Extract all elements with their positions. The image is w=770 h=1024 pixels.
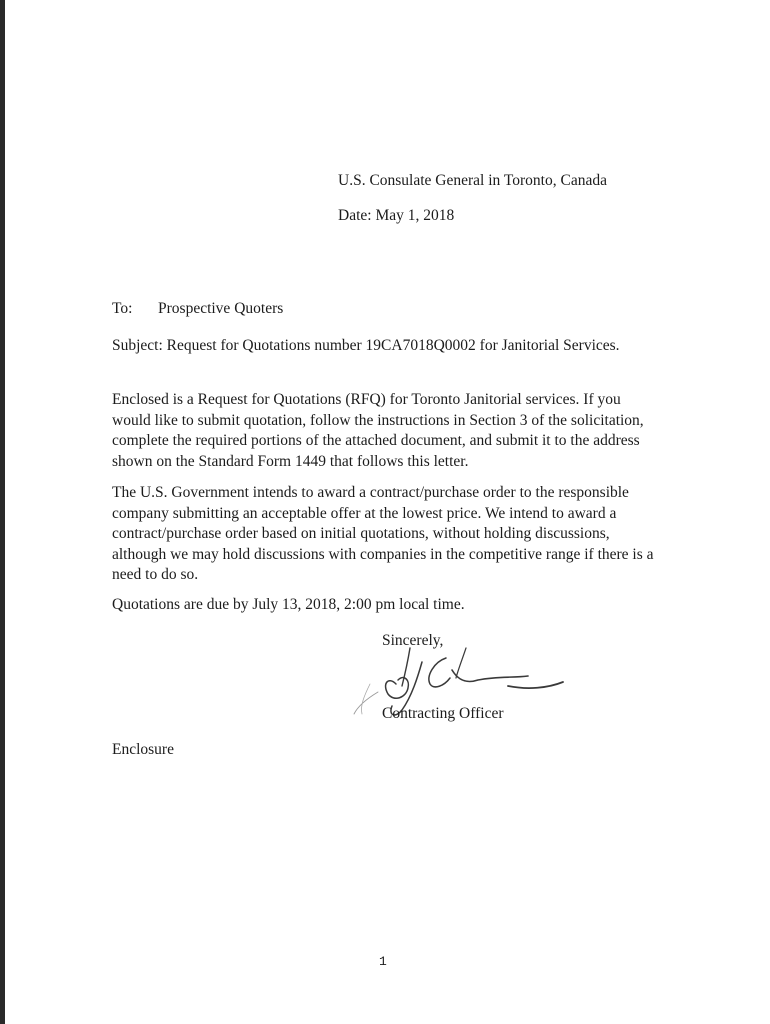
body-paragraph: The U.S. Government intends to award a contract/purchase order to the responsible company submitting an acceptable offer at the lowest price. We intend to award a contract/purchase order based on initial quotations, without holding discussions, although we may hold discussions with companies in the competitive range if there is a need to do so.: [112, 484, 654, 583]
scan-edge: [0, 0, 5, 1024]
recipient-value: Prospective Quoters: [158, 300, 284, 317]
subject-line: Subject: Request for Quotations number 19CA7018Q0002 for Janitorial Services.: [112, 337, 620, 354]
signer-title: Contracting Officer: [382, 705, 504, 722]
recipient-label: To:: [112, 300, 133, 317]
body-paragraph: Enclosed is a Request for Quotations (RFQ) for Toronto Janitorial services. If you would like to submit quotation, follow the instructions in Section 3 of the solicitation, complete the required portions of the attached document, and submit it to the address shown on the Standard Form 1449 that follows this letter.: [112, 391, 644, 470]
date-line: Date: May 1, 2018: [338, 207, 455, 224]
page-number: 1: [379, 954, 387, 969]
due-date-paragraph: Quotations are due by July 13, 2018, 2:00 pm local time.: [112, 596, 465, 613]
recipient-line: [112, 298, 283, 319]
closing: Sincerely,: [382, 632, 444, 649]
enclosure-line: Enclosure: [112, 741, 174, 758]
sender-line: U.S. Consulate General in Toronto, Canada: [338, 172, 607, 189]
